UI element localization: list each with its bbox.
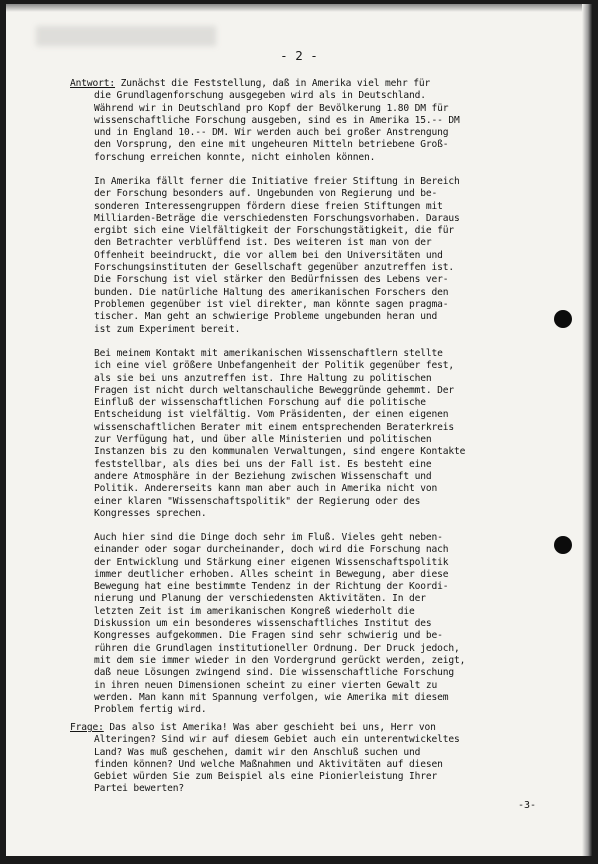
punch-hole-upper: [554, 310, 572, 328]
scan-edge-right: [582, 4, 592, 856]
paragraph-kontakt: Bei meinem Kontakt mit amerikanischen Wissenschaftlern stellte ich eine viel größere Unbefangenheit der Politik gegenüber fest, als sie bei uns anzutreffen ist. Ihre Haltung zu politischen Fragen ist nicht durch weltanschauliche Beweggründe gehemmt. Der Einfluß der wissenschaftlichen Forschung auf die politische Entscheidung ist vielfältig. Vom Präsidenten, der einen eigenen wissenschaftlichen Berater mit einem entsprechenden Beraterkreis zur Verfügung hat, und über alle Ministerien und politischen Instanzen bis zu den kommunalen Verwaltungen, sind engere Kontakte feststellbar, als dies bei uns der Fall ist. Es besteht eine andere Atmosphäre in der Beziehung zwischen Wissenschaft und Politik. Andererseits kann man aber auch in Amerika nicht von einer klaren "Wissenschaftspolitik" der Regierung oder des Kongresses sprechen.: [94, 348, 466, 519]
question-body: Alteringen? Sind wir auf diesem Gebiet auch ein unterentwickeltes Land? Was muß geschehen, damit wir den Anschluß suchen und finden können? Und welche Maßnahmen und Aktivitäten auf diesen Gebiet würden Sie zum Beispiel als eine Pionierleistung Ihrer Partei bewerten?: [94, 734, 460, 795]
answer-body: die Grundlagenforschung ausgegeben wird als in Deutschland. Während wir in Deutschland pro Kopf der Bevölkerung 1.80 DM für wissenschaftliche Forschung ausgeben, sind es in Amerika 15.-- DM und in England 10.-- DM. Wir werden auch bei großer Anstrengung den Vorsprung, den eine mit ungeheuren Mitteln betriebene Groß- forschung erreichen konnte, nicht einholen können.: [94, 90, 460, 163]
page-number: - 2 -: [280, 48, 318, 63]
document-page: [6, 4, 592, 856]
answer-first-line: Zunächst die Feststellung, daß in Amerika viel mehr für: [115, 78, 431, 89]
answer-label: Antwort:: [70, 78, 116, 89]
question-paragraph: [70, 722, 460, 796]
punch-hole-lower: [554, 536, 572, 554]
scan-edge-top: [6, 4, 592, 12]
paragraph-fluss: Auch hier sind die Dinge doch sehr im Fluß. Vieles geht neben- einander oder sogar durcheinander, doch wird die Forschung nach der Entwicklung und Stärkung einer eigenen Wissenschaftspolitik immer deutlicher erhoben. Alles scheint in Bewegung, aber diese Bewegung hat eine bestimmte Tendenz in der Richtung der Koordi- nierung und Planung der verschiedensten Aktivitäten. In der letzten Zeit ist im amerikanischen Kongreß wiederholt die Diskussion um ein besonderes wissenschaftliches Institut des Kongresses aufgekommen. Die Fragen sind sehr schwierig und be- rühren die Grundlagen institutioneller Ordnung. Der Druck jedoch, mit dem sie immer wieder in den Vordergrund gerückt werden, zeigt, daß neue Lösungen zwingend sind. Die wissenschaftliche Forschung in ihren neuen Dimensionen scheint zu einer vierten Gewalt zu werden. Man kann mit Spannung verfolgen, wie Amerika mit diesem Problem fertig wird.: [94, 532, 466, 716]
answer-paragraph: [70, 78, 460, 164]
question-first-line: Das also ist Amerika! Was aber geschieht bei uns, Herr von: [103, 722, 436, 733]
question-label: Frage:: [70, 722, 104, 733]
scan-smudge: [36, 26, 216, 46]
paragraph-stiftungen: In Amerika fällt ferner die Initiative freier Stiftung in Bereich der Forschung besonders auf. Ungebunden von Regierung und be- sonderen Interessengruppen fördern diese freien Stiftungen mit Milliarden-Beträge die verschiedensten Forschungsvorhaben. Daraus ergibt sich eine Vielfältigkeit der Forschungstätigkeit, die für den Betrachter verblüffend ist. Des weiteren ist man von der Offenheit beeindruckt, die vor allem bei den Universitäten und Forschungsinstituten der Gesellschaft gegenüber anzutreffen ist. Die Forschung ist viel stärker den Bedürfnissen des Lebens ver- bunden. Die natürliche Haltung des amerikanischen Forschers den Problemen gegenüber ist viel direkter, man könnte sagen pragma- tischer. Man geht an schwierige Probleme ungebunden heran und ist zum Experiment bereit.: [94, 176, 460, 335]
continuation-marker: -3-: [518, 800, 537, 811]
